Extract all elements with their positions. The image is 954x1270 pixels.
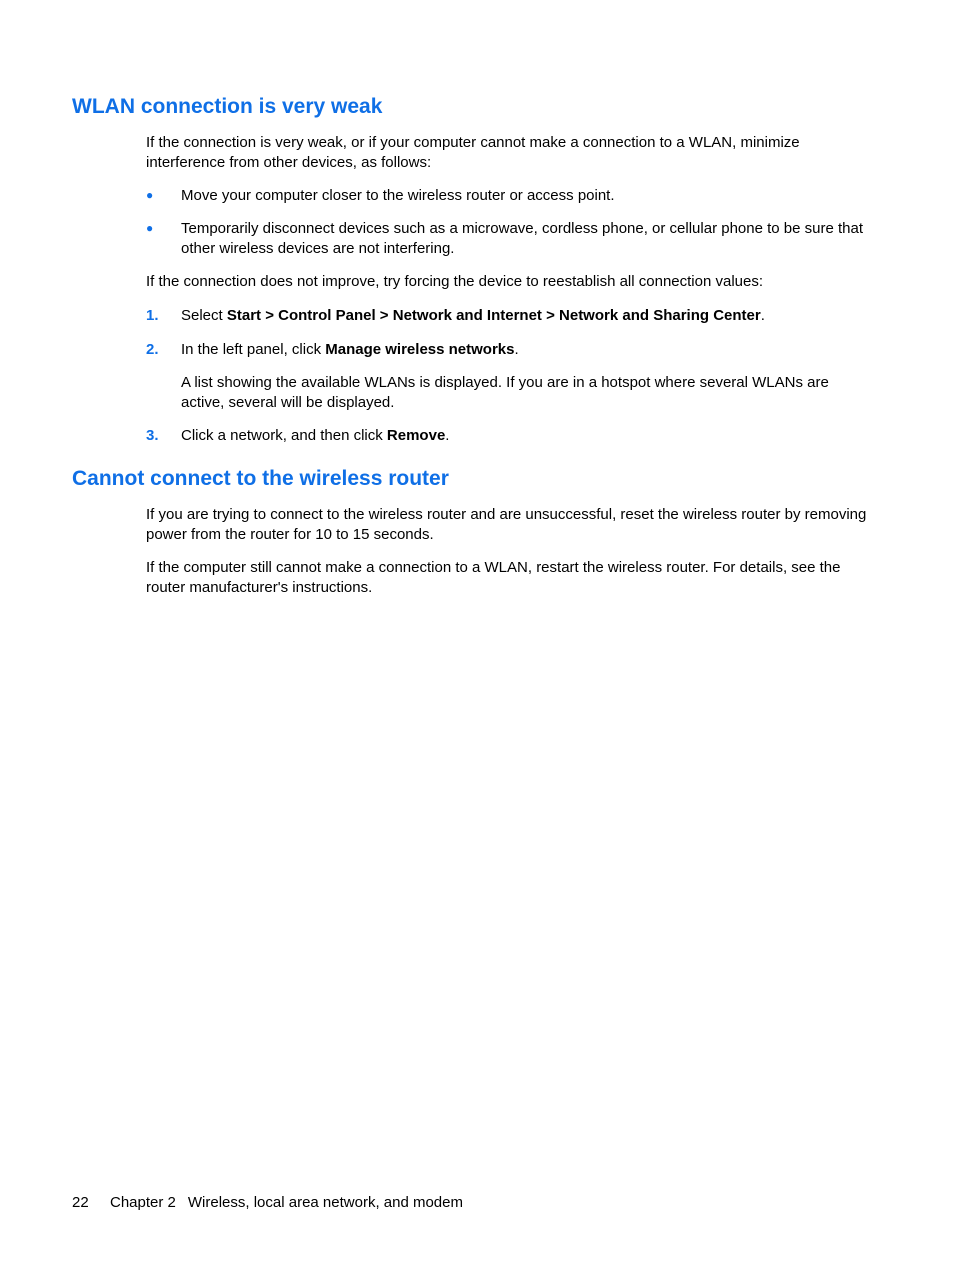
step-text-prefix: In the left panel, click <box>181 341 326 358</box>
section1-lead-paragraph: If the connection does not improve, try forcing the device to reestablish all connection values: <box>146 273 764 290</box>
bullet-icon: ● <box>146 188 154 202</box>
step-text <box>181 340 876 360</box>
step-link-label: Manage wireless networks <box>325 341 515 358</box>
footer-chapter: Chapter 2 <box>110 1194 176 1211</box>
step-menu-path: Start > Control Panel > Network and Internet > Network and Sharing Center <box>226 307 761 324</box>
page-number: 22 <box>72 1194 89 1211</box>
bullet-item <box>146 186 876 206</box>
step-text <box>181 426 876 446</box>
step-text-prefix: Click a network, and then click <box>181 427 387 444</box>
step-item <box>146 340 876 360</box>
step-number: 3. <box>146 427 159 444</box>
step-number: 1. <box>146 307 159 324</box>
step-item <box>146 426 876 446</box>
section-heading-cannot-connect: Cannot connect to the wireless router <box>72 467 449 490</box>
step-note: A list showing the available WLANs is displayed. If you are in a hotspot where several WLANs are active, several will be displayed. <box>181 374 829 411</box>
step-number: 2. <box>146 341 159 358</box>
section2-paragraph: If the computer still cannot make a connection to a WLAN, restart the wireless router. For details, see the router manufacturer's instructions. <box>146 559 841 596</box>
step-text-prefix: Select <box>181 307 227 324</box>
bullet-text: Temporarily disconnect devices such as a microwave, cordless phone, or cellular phone to be sure that other wireless devices are not interfering. <box>181 220 864 257</box>
step-text-suffix: . <box>760 307 765 324</box>
step-item <box>146 306 876 326</box>
step-text-suffix: . <box>445 427 450 444</box>
page-footer <box>72 1193 463 1212</box>
step-text <box>181 306 876 326</box>
step-button-label: Remove <box>386 427 446 444</box>
bullet-item <box>146 219 876 258</box>
step-text-suffix: . <box>514 341 519 358</box>
footer-chapter-title: Wireless, local area network, and modem <box>187 1194 463 1211</box>
bullet-text: Move your computer closer to the wireless router or access point. <box>181 187 615 204</box>
section1-intro-paragraph: If the connection is very weak, or if your computer cannot make a connection to a WLAN, minimize interference from other devices, as follows: <box>146 134 800 171</box>
section2-paragraph: If you are trying to connect to the wireless router and are unsuccessful, reset the wireless router by removing power from the router for 10 to 15 seconds. <box>146 506 867 543</box>
section-heading-wlan-weak: WLAN connection is very weak <box>72 95 383 118</box>
bullet-icon: ● <box>146 221 154 235</box>
